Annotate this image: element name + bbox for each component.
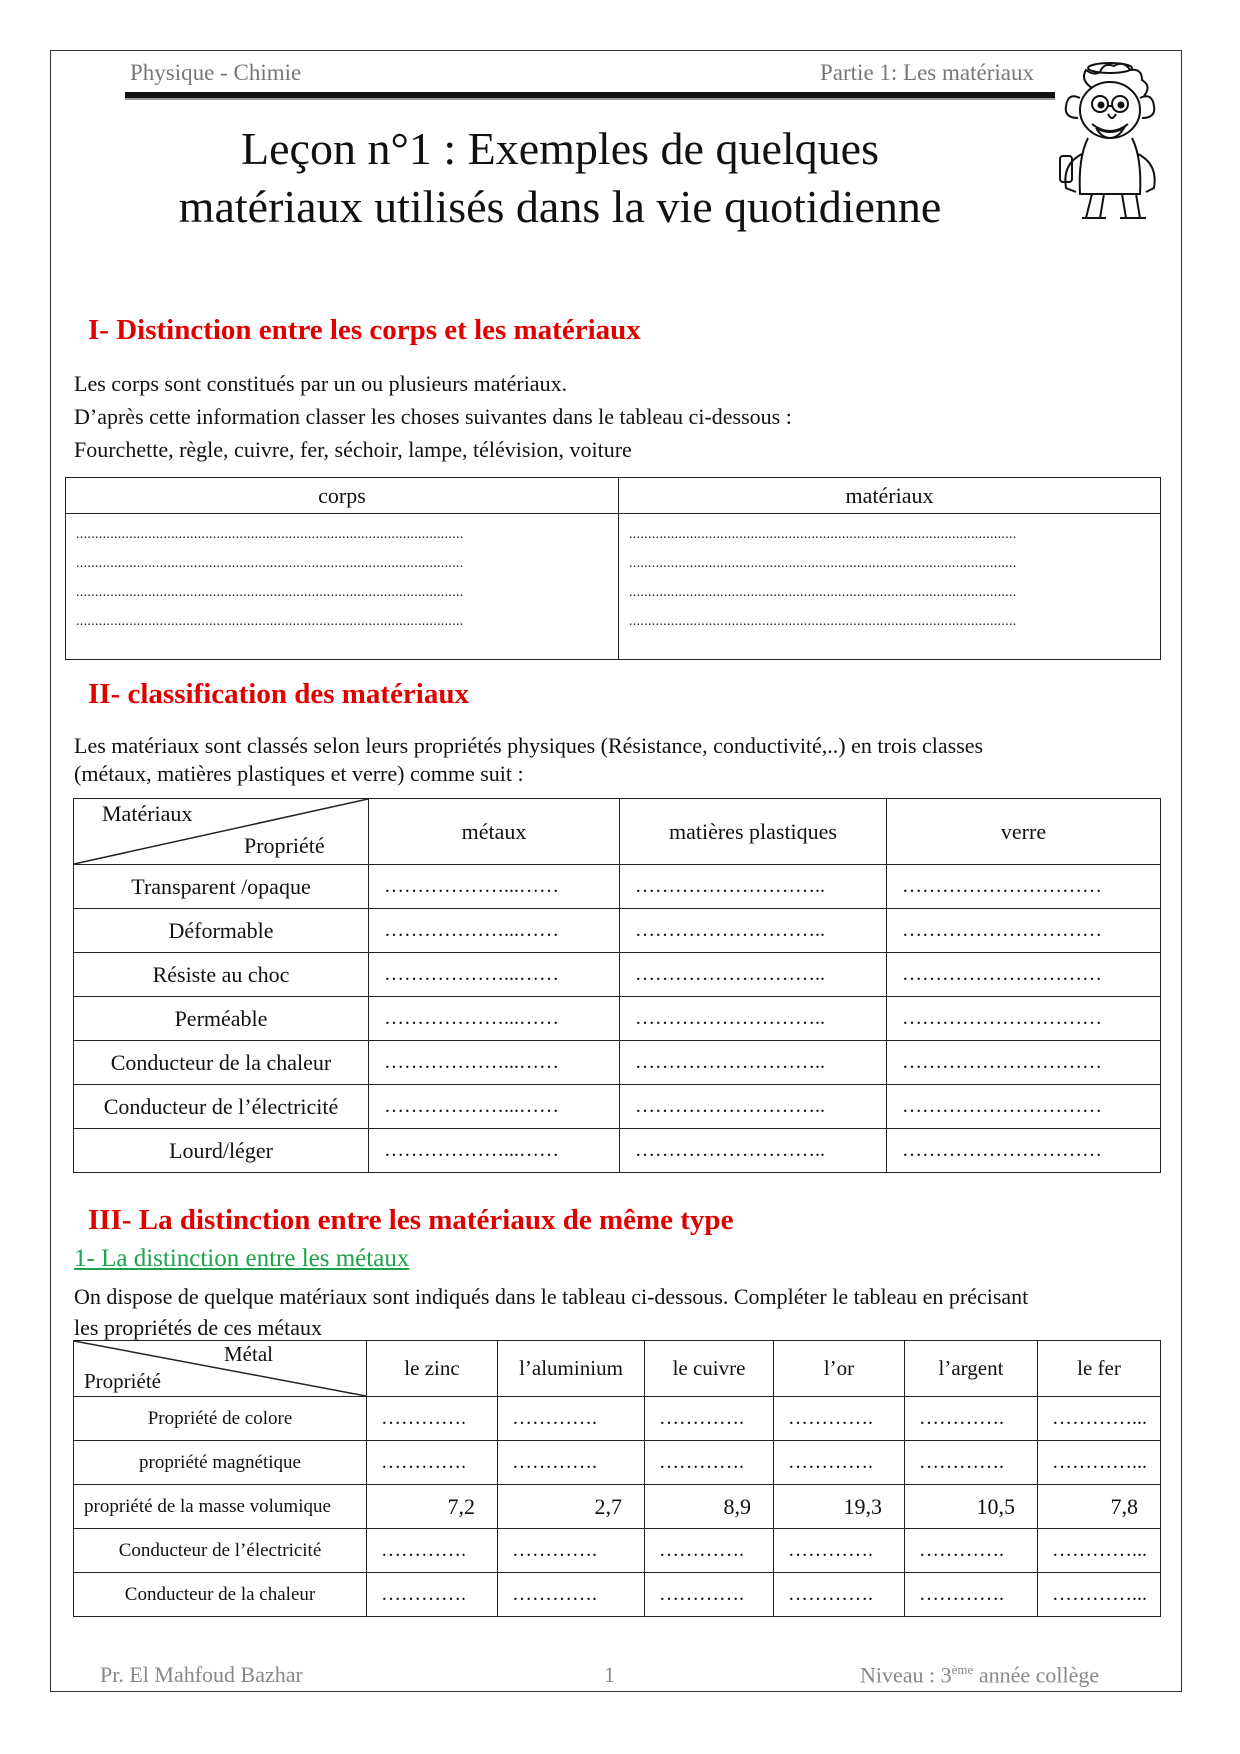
table3-col-argent: l’argent xyxy=(905,1341,1038,1397)
section2-line2: (métaux, matières plastiques et verre) comme suit : xyxy=(74,761,524,786)
row-label: Perméable xyxy=(74,997,369,1041)
table3-col-cuivre: le cuivre xyxy=(645,1341,774,1397)
table2-col-verre: verre xyxy=(887,799,1161,865)
lesson-title-line1: Leçon n°1 : Exemples de quelques xyxy=(241,123,879,174)
section3-subheading: 1- La distinction entre les métaux xyxy=(74,1245,410,1272)
answer-cell[interactable]: …………. xyxy=(905,1397,1038,1441)
table-row xyxy=(74,997,1161,1041)
value-cell: 7,2 xyxy=(367,1485,498,1529)
table3-col-zinc: le zinc xyxy=(367,1341,498,1397)
table1-materiaux-answer-area[interactable] xyxy=(618,514,1160,660)
table3-col-or: l’or xyxy=(774,1341,905,1397)
row-label: propriété de la masse volumique xyxy=(74,1485,367,1529)
header-subject: Physique - Chimie xyxy=(130,60,302,85)
table2-corner-cell xyxy=(74,799,369,865)
answer-cell[interactable]: …………... xyxy=(1038,1441,1161,1485)
answer-cell[interactable]: …………. xyxy=(774,1573,905,1617)
answer-cell[interactable]: ………………...…… xyxy=(369,1085,620,1129)
row-label: Conducteur de l’électricité xyxy=(74,1529,367,1573)
table3-corner-top: Métal xyxy=(224,1342,273,1366)
value-cell: 10,5 xyxy=(905,1485,1038,1529)
answer-cell[interactable]: …………. xyxy=(645,1441,774,1485)
table-row xyxy=(74,1573,1161,1617)
answer-cell[interactable]: ………………...…… xyxy=(369,1041,620,1085)
answer-cell[interactable]: ………………...…… xyxy=(369,865,620,909)
table-row xyxy=(74,1085,1161,1129)
answer-cell[interactable]: …………... xyxy=(1038,1529,1161,1573)
answer-cell[interactable]: ……………………….. xyxy=(620,1129,887,1173)
table-row xyxy=(74,1397,1161,1441)
row-label: Conducteur de la chaleur xyxy=(74,1041,369,1085)
value-cell: 7,8 xyxy=(1038,1485,1161,1529)
dot-line: ...................................................................................................... xyxy=(628,585,1017,600)
dot-line: ...................................................................................................... xyxy=(628,614,1017,629)
dot-line: ...................................................................................................... xyxy=(76,614,464,629)
section2-heading: II- classification des matériaux xyxy=(88,678,469,710)
section3-line1: On dispose de quelque matériaux sont indiqués dans le tableau ci-dessous. Compléter le tableau en précisant xyxy=(74,1284,1029,1309)
corps-materiaux-table xyxy=(65,477,1161,660)
answer-cell[interactable]: ……………………….. xyxy=(620,953,887,997)
answer-cell[interactable]: ……………………….. xyxy=(620,909,887,953)
table2-col-metaux: métaux xyxy=(369,799,620,865)
answer-cell[interactable]: ………………...…… xyxy=(369,1129,620,1173)
footer-level-sup: ème xyxy=(951,1662,974,1677)
answer-cell[interactable]: …………. xyxy=(905,1529,1038,1573)
answer-cell[interactable]: ………………………… xyxy=(887,865,1161,909)
answer-cell[interactable]: …………. xyxy=(774,1441,905,1485)
dot-line: ...................................................................................................... xyxy=(76,527,464,542)
section1-line1: Les corps sont constitués par un ou plusieurs matériaux. xyxy=(74,371,568,396)
answer-cell[interactable]: …………. xyxy=(367,1573,498,1617)
table3-col-aluminium: l’aluminium xyxy=(498,1341,645,1397)
value-cell: 2,7 xyxy=(498,1485,645,1529)
table-row xyxy=(74,1529,1161,1573)
row-label: Déformable xyxy=(74,909,369,953)
footer-level-suffix: année collège xyxy=(973,1662,1100,1688)
lesson-title-line2: matériaux utilisés dans la vie quotidienne xyxy=(178,181,942,232)
answer-cell[interactable]: ………………...…… xyxy=(369,997,620,1041)
answer-cell[interactable]: …………... xyxy=(1038,1573,1161,1617)
answer-cell[interactable]: ……………………….. xyxy=(620,1041,887,1085)
table3-corner-bottom: Propriété xyxy=(84,1369,161,1393)
section1-heading: I- Distinction entre les corps et les matériaux xyxy=(88,314,641,346)
footer-level xyxy=(860,1662,1099,1688)
answer-cell[interactable]: …………. xyxy=(774,1529,905,1573)
dot-line: ...................................................................................................... xyxy=(76,556,464,571)
header-part: Partie 1: Les matériaux xyxy=(820,60,1034,85)
table2-corner-bottom: Propriété xyxy=(244,833,325,858)
answer-cell[interactable]: …………. xyxy=(498,1573,645,1617)
row-label: Conducteur de l’électricité xyxy=(74,1085,369,1129)
answer-cell[interactable]: ………………………… xyxy=(887,997,1161,1041)
lesson-title xyxy=(80,120,1040,236)
table3-corner-cell xyxy=(74,1341,367,1397)
answer-cell[interactable]: ……………………….. xyxy=(620,865,887,909)
value-cell: 19,3 xyxy=(774,1485,905,1529)
table2-col-plastiques: matières plastiques xyxy=(620,799,887,865)
table-row xyxy=(74,1441,1161,1485)
table1-corps-answer-area[interactable] xyxy=(66,514,619,660)
table-row xyxy=(74,1485,1161,1529)
section2-line1: Les matériaux sont classés selon leurs propriétés physiques (Résistance, conductivité,..) en trois classes xyxy=(74,733,984,758)
table2-corner-top: Matériaux xyxy=(102,801,193,826)
classification-table xyxy=(73,798,1161,1173)
answer-cell[interactable]: …………. xyxy=(905,1441,1038,1485)
row-label: Transparent /opaque xyxy=(74,865,369,909)
footer-level-prefix: Niveau : 3 xyxy=(860,1662,952,1688)
answer-cell[interactable]: ……………………….. xyxy=(620,997,887,1041)
dot-line: ...................................................................................................... xyxy=(76,585,464,600)
row-label: propriété magnétique xyxy=(74,1441,367,1485)
answer-cell[interactable]: ………………...…… xyxy=(369,953,620,997)
answer-cell[interactable]: …………. xyxy=(367,1397,498,1441)
row-label: Conducteur de la chaleur xyxy=(74,1573,367,1617)
row-label: Propriété de colore xyxy=(74,1397,367,1441)
table-row xyxy=(74,1129,1161,1173)
value-cell: 8,9 xyxy=(645,1485,774,1529)
dot-line: ...................................................................................................... xyxy=(628,527,1017,542)
table-row xyxy=(74,1041,1161,1085)
answer-cell[interactable]: …………. xyxy=(645,1573,774,1617)
answer-cell[interactable]: …………. xyxy=(645,1397,774,1441)
dot-line: ...................................................................................................... xyxy=(628,556,1017,571)
section3-line2: les propriétés de ces métaux xyxy=(74,1315,323,1340)
footer-author: Pr. El Mahfoud Bazhar xyxy=(100,1662,303,1687)
table1-header-materiaux: matériaux xyxy=(618,478,1160,514)
footer-page-number: 1 xyxy=(604,1662,615,1687)
table-row xyxy=(74,909,1161,953)
answer-cell[interactable]: ………………………… xyxy=(887,909,1161,953)
answer-cell[interactable]: …………. xyxy=(905,1573,1038,1617)
table-row xyxy=(74,865,1161,909)
table3-col-fer: le fer xyxy=(1038,1341,1161,1397)
table1-header-corps: corps xyxy=(66,478,619,514)
answer-cell[interactable]: ………………………… xyxy=(887,1129,1161,1173)
answer-cell[interactable]: ……………………….. xyxy=(620,1085,887,1129)
answer-cell[interactable]: …………. xyxy=(367,1441,498,1485)
row-label: Résiste au choc xyxy=(74,953,369,997)
answer-cell[interactable]: …………... xyxy=(1038,1397,1161,1441)
answer-cell[interactable]: …………. xyxy=(774,1397,905,1441)
section3-heading: III- La distinction entre les matériaux de même type xyxy=(88,1204,734,1236)
section1-line2: D’après cette information classer les choses suivantes dans le tableau ci-dessous : xyxy=(74,404,792,429)
answer-cell[interactable]: …………. xyxy=(498,1441,645,1485)
answer-cell[interactable]: ………………………… xyxy=(887,1041,1161,1085)
answer-cell[interactable]: …………. xyxy=(498,1397,645,1441)
table-row xyxy=(74,953,1161,997)
section1-line3: Fourchette, règle, cuivre, fer, séchoir, lampe, télévision, voiture xyxy=(74,437,632,462)
header-rule xyxy=(125,92,1055,100)
answer-cell[interactable]: …………. xyxy=(498,1529,645,1573)
metals-table xyxy=(73,1340,1161,1617)
answer-cell[interactable]: ………………………… xyxy=(887,953,1161,997)
row-label: Lourd/léger xyxy=(74,1129,369,1173)
scientist-illustration xyxy=(1052,58,1170,228)
answer-cell[interactable]: …………. xyxy=(367,1529,498,1573)
answer-cell[interactable]: ………………………… xyxy=(887,1085,1161,1129)
answer-cell[interactable]: ………………...…… xyxy=(369,909,620,953)
answer-cell[interactable]: …………. xyxy=(645,1529,774,1573)
